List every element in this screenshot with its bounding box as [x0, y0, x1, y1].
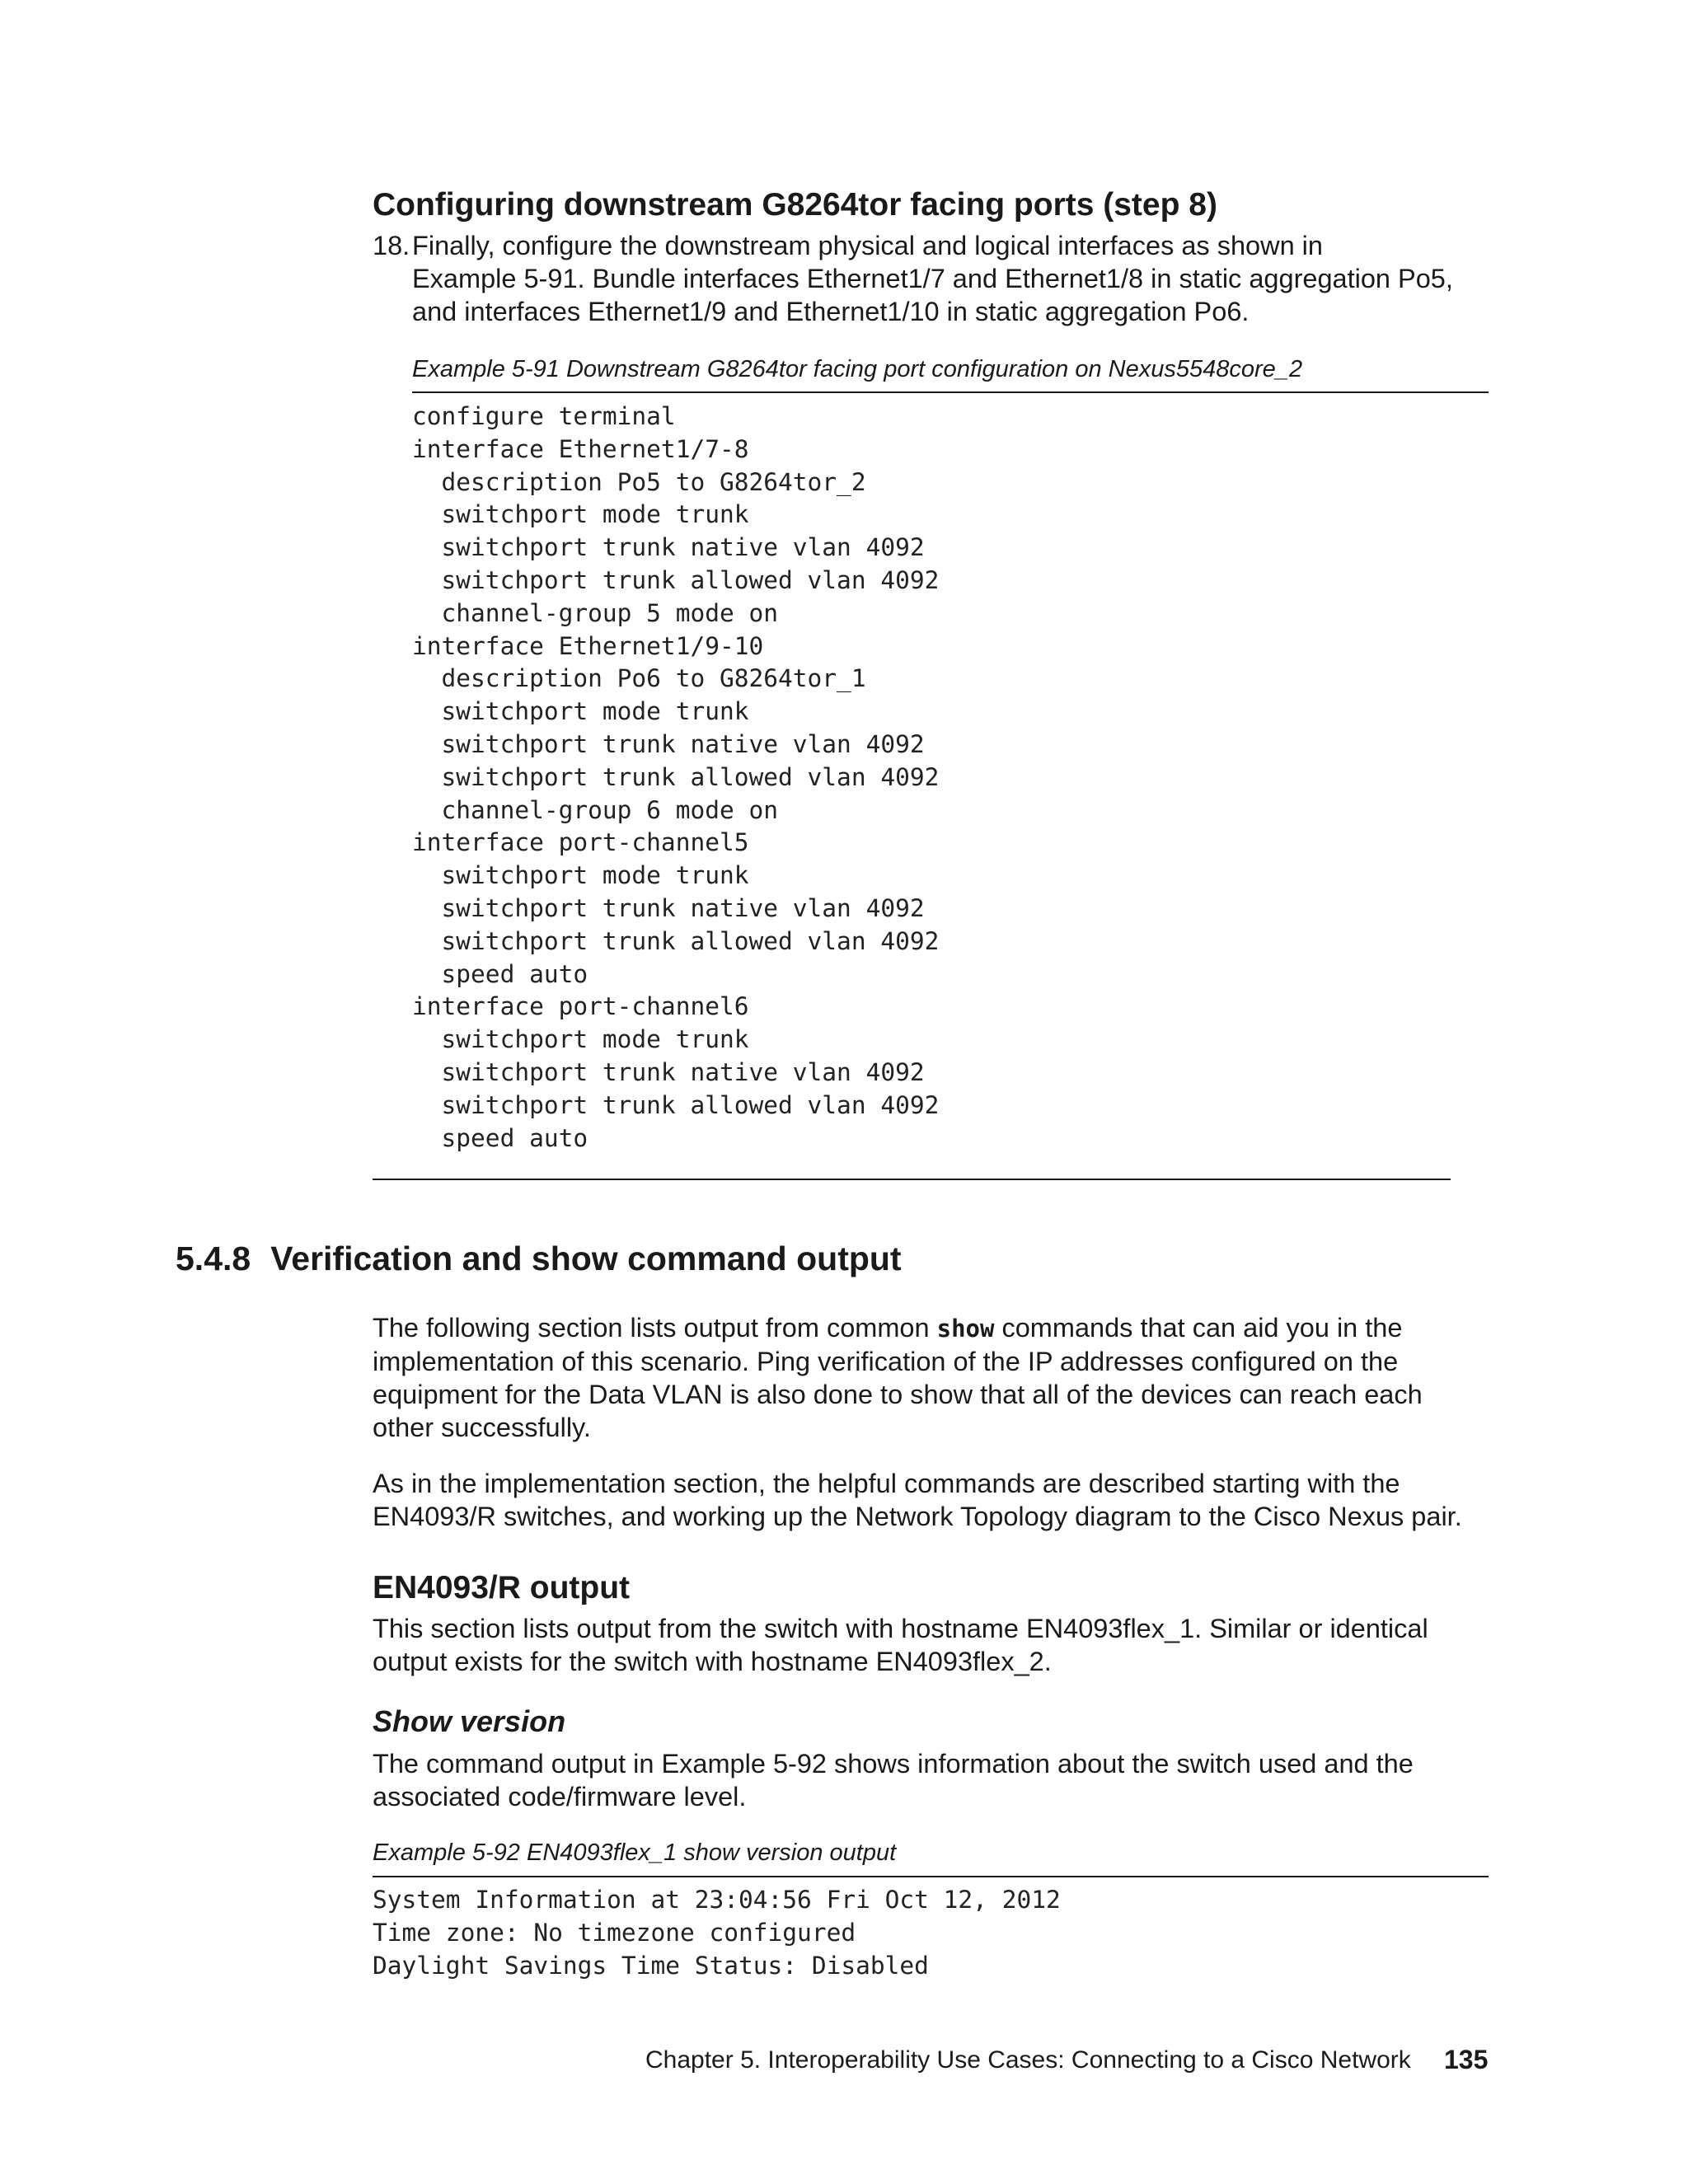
code-line: speed auto — [412, 959, 588, 988]
code-line: channel-group 5 mode on — [412, 598, 779, 627]
code-line: speed auto — [412, 1123, 588, 1152]
code-line: switchport trunk allowed vlan 4092 — [412, 762, 940, 791]
section-title: Verification and show command output — [270, 1240, 902, 1277]
step-18-text — [412, 229, 1453, 328]
text-line: The following section lists output from common show commands that can aid you in the — [373, 1313, 1403, 1343]
code-line: switchport trunk allowed vlan 4092 — [412, 926, 940, 955]
text-line: The command output in Example 5-92 shows information about the switch used and the — [373, 1749, 1414, 1779]
text-line: As in the implementation section, the helpful commands are described starting with the — [373, 1469, 1400, 1498]
subsection-heading-en4093: EN4093/R output — [373, 1570, 631, 1605]
code-line: description Po5 to G8264tor_2 — [412, 467, 866, 496]
text-line: output exists for the switch with hostname EN4093flex_2. — [373, 1647, 1052, 1676]
page-number: 135 — [1444, 2045, 1489, 2074]
code-line: switchport mode trunk — [412, 861, 749, 890]
code-line: Daylight Savings Time Status: Disabled — [373, 1951, 929, 1980]
section-number: 5.4.8 — [176, 1240, 251, 1277]
code-line: switchport trunk native vlan 4092 — [412, 533, 925, 562]
example-5-91-code-block — [412, 401, 939, 1155]
code-line: switchport trunk native vlan 4092 — [412, 729, 925, 758]
text-line: Example 5-91. Bundle interfaces Ethernet1/7 and Ethernet1/8 in static aggregation Po5, — [412, 264, 1453, 293]
code-line: interface port-channel5 — [412, 828, 749, 857]
code-line: switchport trunk native vlan 4092 — [412, 893, 925, 922]
text-line: This section lists output from the switch with hostname EN4093flex_1. Similar or identical — [373, 1614, 1428, 1643]
example-5-92-caption: Example 5-92 EN4093flex_1 show version output — [373, 1840, 897, 1866]
example-5-92-code-block — [373, 1884, 1061, 1982]
code-line: switchport mode trunk — [412, 1025, 749, 1054]
code-line: description Po6 to G8264tor_1 — [412, 664, 866, 693]
text-line: EN4093/R switches, and working up the Network Topology diagram to the Cisco Nexus pair. — [373, 1502, 1462, 1531]
example-5-91-caption: Example 5-91 Downstream G8264tor facing port configuration on Nexus5548core_2 — [412, 356, 1303, 382]
text-line: and interfaces Ethernet1/9 and Ethernet1/10 in static aggregation Po6. — [412, 297, 1250, 326]
code-line: Time zone: No timezone configured — [373, 1918, 856, 1947]
text-line: Finally, configure the downstream physical and logical interfaces as shown in — [412, 231, 1323, 260]
code-line: interface port-channel6 — [412, 992, 749, 1021]
code-line: switchport mode trunk — [412, 697, 749, 726]
caption-rule — [412, 391, 1489, 393]
inline-code-show: show — [936, 1315, 995, 1343]
paragraph-intro — [373, 1311, 1423, 1444]
text-line: associated code/firmware level. — [373, 1782, 747, 1811]
caption-rule — [373, 1876, 1489, 1877]
code-line: switchport mode trunk — [412, 500, 749, 529]
code-end-rule — [373, 1179, 1451, 1180]
text-line: implementation of this scenario. Ping verification of the IP addresses configured on the — [373, 1347, 1399, 1376]
code-line: System Information at 23:04:56 Fri Oct 12, 2012 — [373, 1886, 1061, 1914]
footer-chapter-title: Chapter 5. Interoperability Use Cases: Connecting to a Cisco Network — [645, 2046, 1411, 2074]
code-line: interface Ethernet1/9-10 — [412, 631, 764, 660]
code-line: switchport trunk native vlan 4092 — [412, 1057, 925, 1086]
subsection-heading-step8: Configuring downstream G8264tor facing ports (step 8) — [373, 187, 1217, 223]
code-line: switchport trunk allowed vlan 4092 — [412, 1090, 940, 1119]
code-line: switchport trunk allowed vlan 4092 — [412, 565, 940, 594]
paragraph-show-version — [373, 1747, 1414, 1813]
code-line: configure terminal — [412, 402, 676, 430]
text-line: equipment for the Data VLAN is also done to show that all of the devices can reach each — [373, 1380, 1423, 1409]
subsubsection-heading-show-version: Show version — [373, 1704, 566, 1738]
section-heading-5-4-8 — [176, 1238, 902, 1279]
paragraph-implementation — [373, 1467, 1462, 1533]
text-line: other successfully. — [373, 1413, 591, 1442]
step-number: 18. — [373, 231, 410, 260]
paragraph-en4093 — [373, 1612, 1428, 1678]
code-line: interface Ethernet1/7-8 — [412, 434, 749, 463]
code-line: channel-group 6 mode on — [412, 795, 779, 824]
